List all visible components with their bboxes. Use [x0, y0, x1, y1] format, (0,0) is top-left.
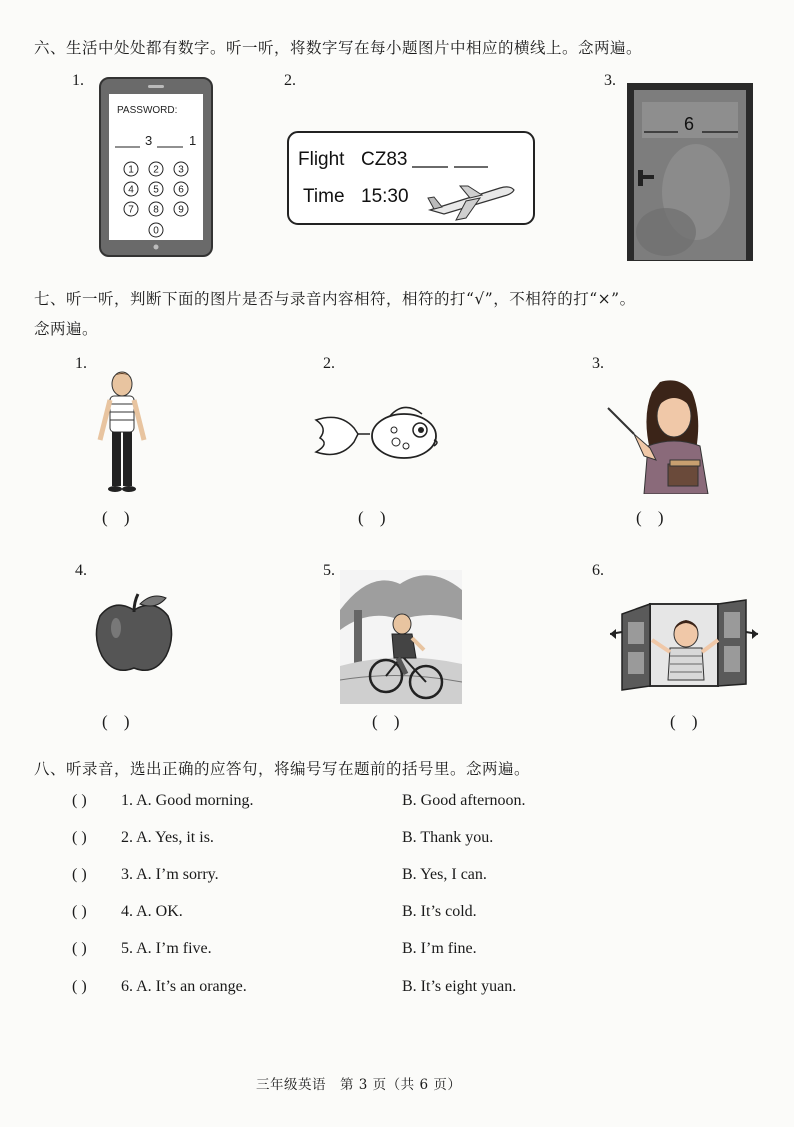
- keypad-key-label: 1: [128, 164, 134, 176]
- keypad-key-label: 8: [153, 204, 159, 216]
- section7-item2-number: 2.: [323, 355, 335, 372]
- section6-item2-number: 2.: [284, 72, 296, 89]
- keypad-key-label: 3: [178, 164, 184, 176]
- answer-paren[interactable]: ( ): [72, 978, 87, 995]
- option-b: B. Good afternoon.: [402, 792, 526, 809]
- section6-item3-number: 3.: [604, 72, 616, 89]
- door-digit: 6: [684, 114, 695, 134]
- password-label: PASSWORD:: [117, 105, 178, 116]
- section7-answer-6[interactable]: ( ): [670, 712, 704, 731]
- answer-paren[interactable]: ( ): [72, 940, 87, 957]
- keypad-key-label: 4: [128, 184, 134, 196]
- option-b: B. Yes, I can.: [402, 866, 487, 883]
- option-a: 6. A. It’s an orange.: [121, 978, 247, 995]
- option-a: 1. A. Good morning.: [121, 792, 254, 809]
- flight-ticket-picture: [286, 130, 536, 226]
- section7-answer-4[interactable]: ( ): [102, 712, 136, 731]
- answer-paren[interactable]: ( ): [72, 866, 87, 883]
- option-b: B. It’s eight yuan.: [402, 978, 517, 995]
- option-b: B. I’m fine.: [402, 940, 477, 957]
- keypad-key-label: 5: [153, 184, 159, 196]
- door-picture: [626, 82, 754, 262]
- section7-item1-number: 1.: [75, 355, 87, 372]
- section8-title: 八、听录音，选出正确的应答句，将编号写在题前的括号里。念两遍。: [34, 760, 531, 778]
- section7-item3-number: 3.: [592, 355, 604, 372]
- section7-answer-2[interactable]: ( ): [358, 508, 392, 527]
- teacher-picture: [604, 376, 722, 494]
- answer-paren[interactable]: ( ): [72, 829, 87, 846]
- section7-title-line1: 七、听一听，判断下面的图片是否与录音内容相符，相符的打“√”，不相符的打“×”。: [34, 290, 636, 308]
- keypad-key-label: 7: [128, 204, 134, 216]
- goldfish-picture: [310, 398, 450, 470]
- option-a: 2. A. Yes, it is.: [121, 829, 214, 846]
- boy-riding-bike-picture: [340, 570, 462, 704]
- section7-title-line2: 念两遍。: [34, 320, 99, 338]
- keypad-key-label: 0: [153, 225, 159, 237]
- time-value: 15:30: [361, 186, 409, 207]
- option-b: B. It’s cold.: [402, 903, 477, 920]
- answer-paren[interactable]: ( ): [72, 792, 87, 809]
- section7-item4-number: 4.: [75, 562, 87, 579]
- phone-digit-a: 3: [145, 133, 153, 148]
- boy-opening-window-picture: [610, 598, 760, 692]
- option-a: 3. A. I’m sorry.: [121, 866, 219, 883]
- section6-title: 六、生活中处处都有数字。听一听，将数字写在每小题图片中相应的横线上。念两遍。: [34, 39, 643, 57]
- section6-item1-number: 1.: [72, 72, 84, 89]
- section7-answer-5[interactable]: ( ): [372, 712, 406, 731]
- keypad-key-label: 6: [178, 184, 184, 196]
- answer-paren[interactable]: ( ): [72, 903, 87, 920]
- keypad-key-label: 2: [153, 164, 159, 176]
- section7-item5-number: 5.: [323, 562, 335, 579]
- phone-picture: [98, 76, 214, 258]
- option-a: 5. A. I’m five.: [121, 940, 212, 957]
- page-footer: 三年级英语 第 3 页（共 6 页）: [256, 1077, 462, 1093]
- flight-code: CZ83: [361, 149, 408, 170]
- boy-standing-picture: [96, 370, 148, 494]
- keypad-key-label: 9: [178, 204, 184, 216]
- flight-label: Flight: [298, 149, 345, 170]
- apple-picture: [94, 592, 174, 676]
- section7-answer-1[interactable]: ( ): [102, 508, 136, 527]
- option-b: B. Thank you.: [402, 829, 494, 846]
- section7-item6-number: 6.: [592, 562, 604, 579]
- phone-digit-b: 1: [189, 133, 197, 148]
- section7-answer-3[interactable]: ( ): [636, 508, 670, 527]
- option-a: 4. A. OK.: [121, 903, 183, 920]
- time-label: Time: [303, 186, 345, 207]
